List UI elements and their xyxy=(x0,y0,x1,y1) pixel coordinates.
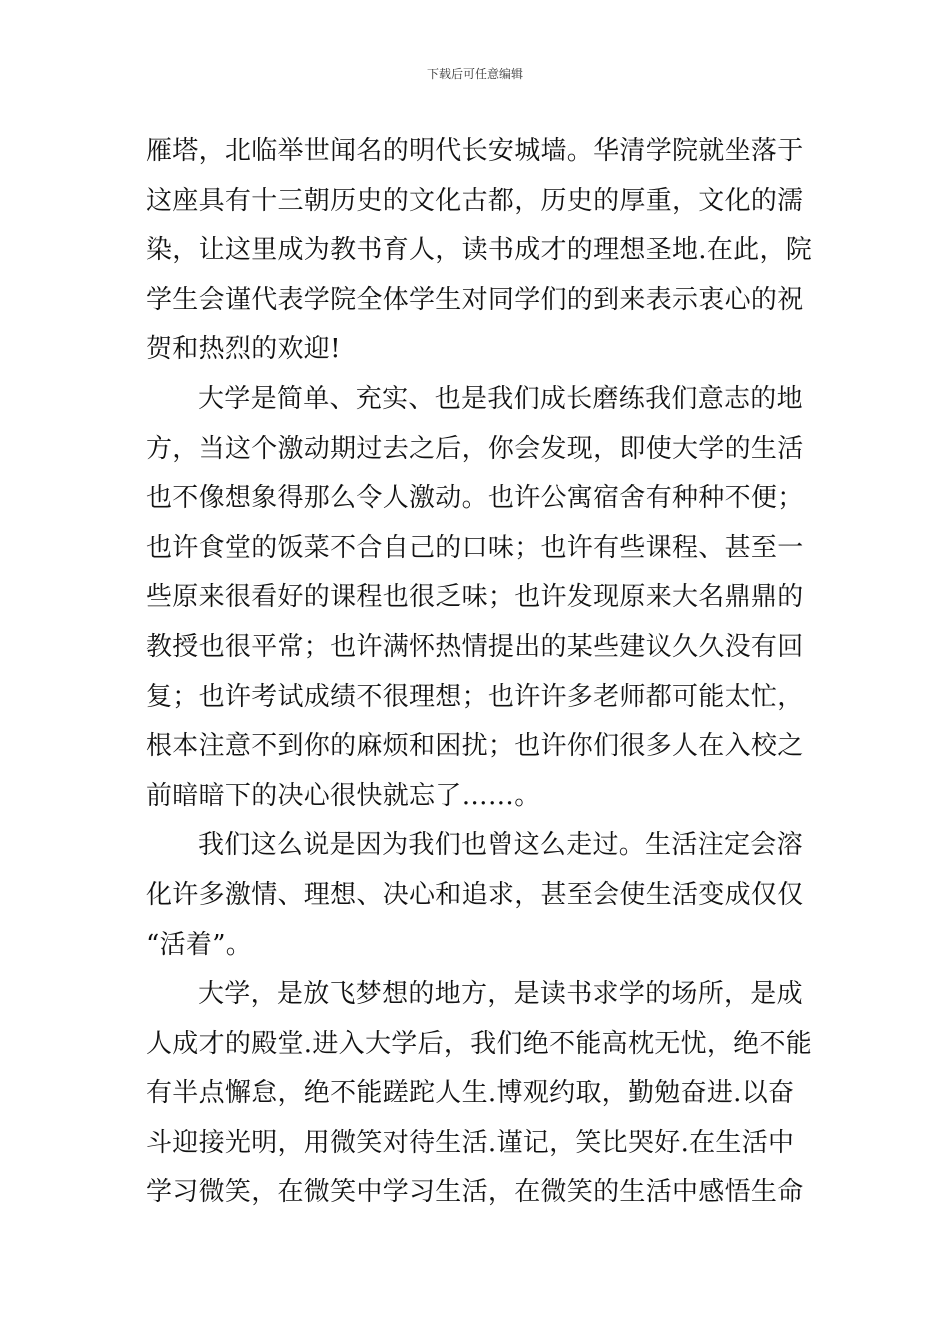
page-header: 下载后可任意编辑 xyxy=(426,67,523,81)
text-line: 雁塔，北临举世闻名的明代长安城墙。华清学院就坐落于 xyxy=(146,136,804,166)
text-line: 复；也许考试成绩不很理想；也许许多老师都可能太忙， xyxy=(146,681,804,712)
text-line: 根本注意不到你的麻烦和困扰；也许你们很多人在入校之 xyxy=(146,731,804,762)
paragraph-1 xyxy=(146,127,813,375)
text-line: 斗迎接光明，用微笑对待生活.谨记，笑比哭好.在生活中 xyxy=(146,1127,795,1158)
text-line: 我们这么说是因为我们也曾这么走过。生活注定会溶 xyxy=(198,830,803,861)
text-line: 学生会谨代表学院全体学生对同学们的到来表示衷心的祝 xyxy=(146,284,804,315)
text-line: 学习微笑，在微笑中学习生活，在微笑的生活中感悟生命 xyxy=(146,1177,804,1208)
text-line: 有半点懈怠，绝不能蹉跎人生.博观约取，勤勉奋进.以奋 xyxy=(146,1078,795,1109)
text-line: 贺和热烈的欢迎! xyxy=(146,334,341,365)
paragraph-3 xyxy=(146,821,810,970)
text-line: 这座具有十三朝历史的文化古都，历史的厚重，文化的濡 xyxy=(146,185,804,216)
text-line: 些原来很看好的课程也很乏味；也许发现原来大名鼎鼎的 xyxy=(146,582,804,613)
text-line: 也不像想象得那么令人激动。也许公寓宿舍有种种不便； xyxy=(146,483,804,514)
paragraph-2 xyxy=(146,375,810,821)
text-line: 也许食堂的饭菜不合自己的口味；也许有些课程、甚至一 xyxy=(146,532,804,563)
body-text xyxy=(146,127,813,1218)
text-line: 方，当这个激动期过去之后，你会发现，即使大学的生活 xyxy=(146,433,804,464)
text-line: 大学，是放飞梦想的地方，是读书求学的场所，是成 xyxy=(198,979,803,1010)
text-line: 化许多激情、理想、决心和追求，甚至会使生活变成仅仅 xyxy=(146,879,804,910)
text-line: “活着”。 xyxy=(146,929,253,960)
text-line: 人成才的殿堂.进入大学后，我们绝不能高枕无忧，绝不能 xyxy=(146,1028,813,1059)
text-line: 大学是简单、充实、也是我们成长磨练我们意志的地 xyxy=(198,383,803,414)
text-line: 前暗暗下的决心很快就忘了……。 xyxy=(146,780,541,811)
text-line: 染，让这里成为教书育人，读书成才的理想圣地.在此，院 xyxy=(146,235,813,266)
paragraph-4 xyxy=(146,970,813,1218)
text-line: 教授也很平常；也许满怀热情提出的某些建议久久没有回 xyxy=(146,631,804,662)
